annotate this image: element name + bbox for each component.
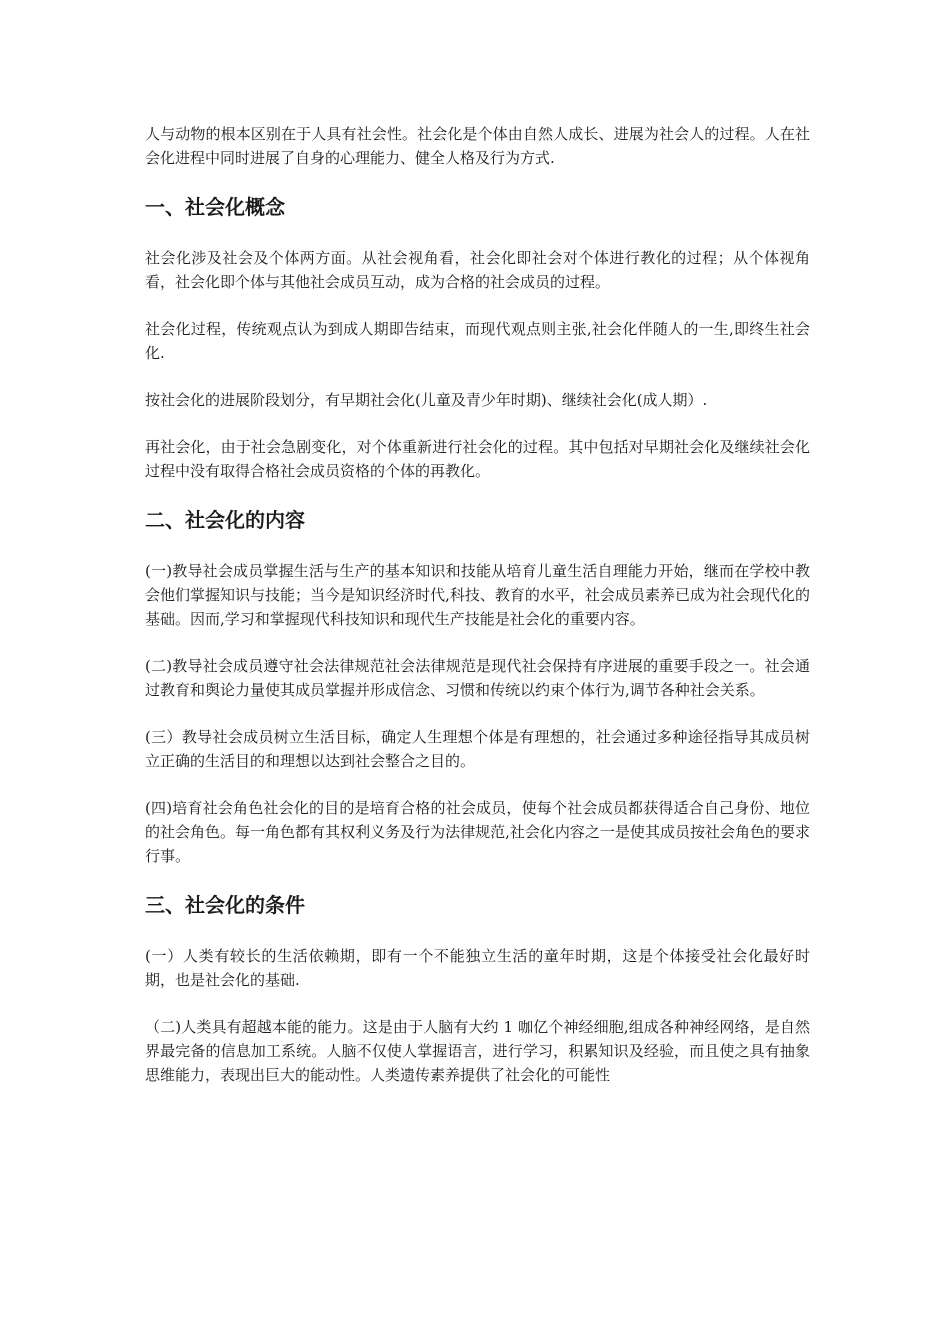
section1-paragraph-3: 按社会化的进展阶段划分，有早期社会化(儿童及青少年时期)、继续社会化(成人期）.	[145, 391, 708, 409]
section1-heading: 一、社会化概念	[145, 195, 285, 219]
section2-paragraph-1: (一)教导社会成员掌握生活与生产的基本知识和技能从培育儿童生活自理能力开始，继而在学校中教会他们掌握知识与技能；当今是知识经济时代,科技、教育的水平，社会成员素养已成为社会现代化的基础。因而,学习和掌握现代科技知识和现代生产技能是社会化的重要内容。	[145, 562, 810, 628]
document-page	[145, 122, 810, 1110]
section1-paragraph-1: 社会化涉及社会及个体两方面。从社会视角看，社会化即社会对个体进行教化的过程；从个体视角看，社会化即个体与其他社会成员互动，成为合格的社会成员的过程。	[145, 249, 810, 291]
section1-paragraph-4: 再社会化，由于社会急剧变化，对个体重新进行社会化的过程。其中包括对早期社会化及继续社会化过程中没有取得合格社会成员资格的个体的再教化。	[145, 438, 810, 480]
section2-paragraph-2: (二)教导社会成员遵守社会法律规范社会法律规范是现代社会保持有序进展的重要手段之一。社会通过教育和舆论力量使其成员掌握并形成信念、习惯和传统以约束个体行为,调节各种社会关系。	[145, 657, 810, 699]
section3-paragraph-2: （二)人类具有超越本能的能力。这是由于人脑有大约 1 咖亿个神经细胞,组成各种神经网络，是自然界最完备的信息加工系统。人脑不仅使人掌握语言，进行学习，积累知识及经验，而且使之具有抽象思维能力，表现出巨大的能动性。人类遗传素养提供了社会化的可能性	[145, 1018, 810, 1084]
section2-heading: 二、社会化的内容	[145, 508, 305, 532]
section3-paragraph-1: (一）人类有较长的生活依赖期，即有一个不能独立生活的童年时期，这是个体接受社会化最好时期，也是社会化的基础.	[145, 947, 810, 989]
section2-paragraph-3: (三）教导社会成员树立生活目标，确定人生理想个体是有理想的，社会通过多种途径指导其成员树立正确的生活目的和理想以达到社会整合之目的。	[145, 728, 810, 770]
section2-paragraph-4: (四)培育社会角色社会化的目的是培育合格的社会成员，使每个社会成员都获得适合自己身份、地位的社会角色。每一角色都有其权利义务及行为法律规范,社会化内容之一是使其成员按社会角色的要求行事。	[145, 799, 810, 865]
section1-paragraph-2: 社会化过程，传统观点认为到成人期即告结束，而现代观点则主张,社会化伴随人的一生,即终生社会化.	[145, 320, 810, 362]
section3-heading: 三、社会化的条件	[145, 893, 305, 917]
intro-paragraph: 人与动物的根本区别在于人具有社会性。社会化是个体由自然人成长、进展为社会人的过程。人在社会化进程中同时进展了自身的心理能力、健全人格及行为方式.	[145, 125, 810, 167]
